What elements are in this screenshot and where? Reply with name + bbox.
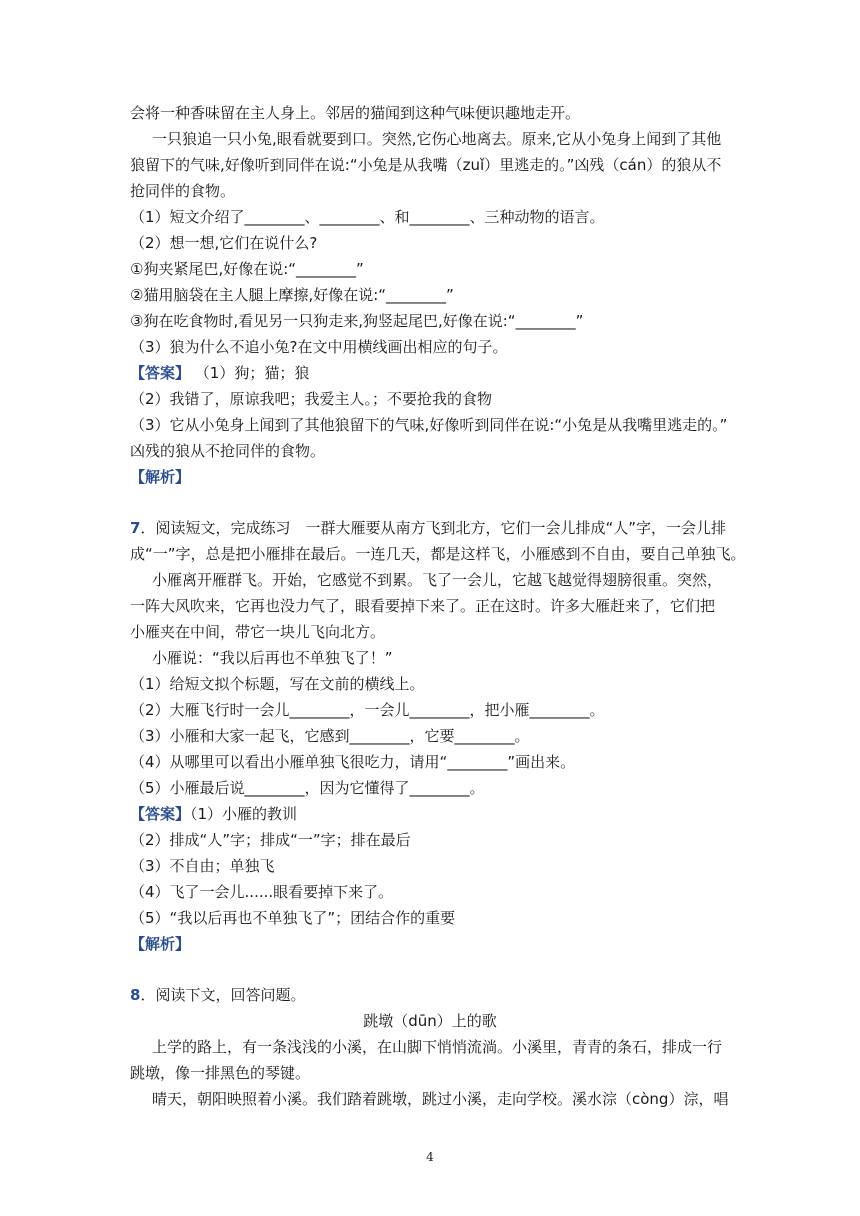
text-line: 小雁离开雁群飞。开始，它感觉不到累。飞了一会儿，它越飞越觉得翅膀很重。突然， — [152, 571, 723, 589]
answer-line: （3）不自由；单独飞 — [130, 857, 275, 875]
passage-title: 跳墩（dūn）上的歌 — [363, 1012, 497, 1030]
text-line: 上学的路上，有一条浅浅的小溪，在山脚下悄悄流淌。小溪里，青青的条石，排成一行 — [152, 1038, 723, 1056]
answer-line: （2）排成“人”字；排成“一”字；排在最后 — [130, 831, 411, 849]
text-line: 小雁说：“我以后再也不单独飞了！” — [152, 649, 393, 667]
text-line: 抢同伴的食物。 — [130, 182, 236, 200]
question-number: 7 — [130, 519, 141, 537]
analysis-tag: 【解析】 — [130, 468, 191, 486]
text-line: 一阵大风吹来，它再也没力气了，眼看要掉下来了。正在这时。许多大雁赶来了，它们把 — [130, 597, 716, 615]
answer-line: （3）它从小兔身上闻到了其他狼留下的气味,好像听到同伴在说:“小兔是从我嘴里逃走的。” — [130, 416, 728, 434]
answer-line: （4）飞了一会儿......眼看要掉下来了。 — [130, 883, 394, 901]
text-line: 一只狼追一只小兔,眼看就要到口。突然,它伤心地离去。原来,它从小兔身上闻到了其他 — [152, 130, 722, 148]
text-line: 跳墩，像一排黑色的琴键。 — [130, 1064, 311, 1082]
question-line: （4）从哪里可以看出小雁单独飞很吃力，请用“________”画出来。 — [130, 753, 576, 771]
page-number: 4 — [426, 1150, 434, 1164]
question-line: ③狗在吃食物时,看见另一只狗走来,狗竖起尾巴,好像在说:“________” — [130, 312, 584, 330]
question-line: （5）小雁最后说________，因为它懂得了________。 — [130, 779, 485, 797]
question-line: 8．阅读下文，回答问题。 — [130, 986, 306, 1004]
question-line: 7．阅读短文，完成练习 一群大雁要从南方飞到北方，它们一会儿排成“人”字，一会儿排 — [130, 519, 726, 537]
question-line: ②猫用脑袋在主人腿上摩擦,好像在说:“________” — [130, 286, 454, 304]
text-line: 会将一种香味留在主人身上。邻居的猫闻到这种气味便识趣地走开。 — [130, 104, 581, 122]
question-line: （1）短文介绍了________、________、和________、三种动物的语言。 — [130, 208, 605, 226]
question-line: （3）狼为什么不追小兔?在文中用横线画出相应的句子。 — [130, 338, 508, 356]
answer-line: 【答案】（1）小雁的教训 — [130, 805, 298, 823]
question-line: （2）想一想,它们在说什么? — [130, 234, 318, 252]
text-line: 晴天，朝阳映照着小溪。我们踏着跳墩，跳过小溪，走向学校。溪水淙（còng）淙，唱 — [152, 1090, 729, 1108]
question-line: （3）小雁和大家一起飞，它感到________，它要________。 — [130, 727, 530, 745]
text-line: 小雁夹在中间，带它一块儿飞向北方。 — [130, 623, 386, 641]
answer-line: 凶残的狼从不抢同伴的食物。 — [130, 442, 326, 460]
question-line: （1）给短文拟个标题，写在文前的横线上。 — [130, 675, 425, 693]
question-line: （2）大雁飞行时一会儿________，一会儿________，把小雁________。 — [130, 701, 605, 719]
answer-line: （2）我错了，原谅我吧；我爱主人。；不要抢我的食物 — [130, 390, 493, 408]
question-line: ①狗夹紧尾巴,好像在说:“________” — [130, 260, 364, 278]
text-line: 成“一”字，总是把小雁排在最后。一连几天，都是这样飞，小雁感到不自由，要自己单独飞。 — [130, 545, 746, 563]
answer-line: 【答案】 （1）狗；猫；狼 — [130, 364, 310, 382]
answer-line: （5）“我以后再也不单独飞了”；团结合作的重要 — [130, 909, 456, 927]
question-number: 8 — [130, 986, 141, 1004]
analysis-tag: 【解析】 — [130, 935, 191, 953]
text-line: 狼留下的气味,好像听到同伴在说:“小兔是从我嘴（zuǐ）里逃走的。”凶残（cán）的狼从不 — [130, 156, 722, 174]
answer-tag: 【答案】 — [130, 805, 191, 823]
answer-tag: 【答案】 — [130, 364, 191, 382]
